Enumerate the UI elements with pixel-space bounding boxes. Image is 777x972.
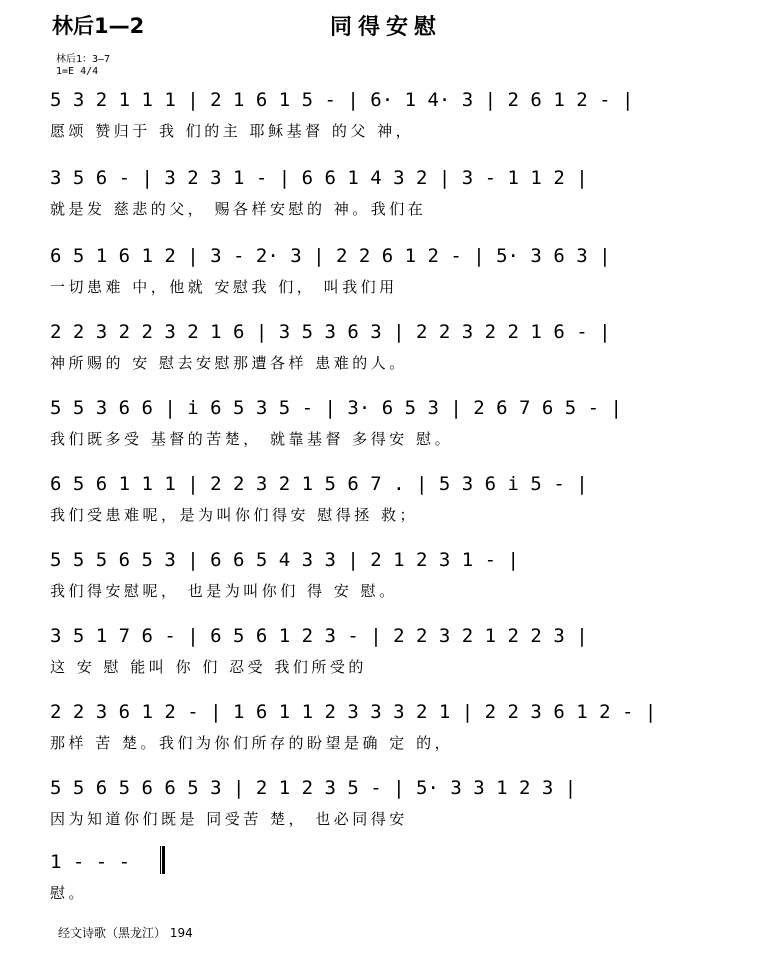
system-5 [50, 396, 750, 462]
music-line: 5 5 3 6 6 | i 6 5 3 5 - | 3· 6 5 3 | 2 6 7 6 5 - | [50, 397, 622, 419]
lyric-line: 一切患难 中，他就 安慰我 们， 叫我们用 [50, 278, 398, 296]
lyric-line: 我们受患难呢，是为叫你们得安 慰得拯 救； [50, 506, 419, 524]
lyric-line: 就是发 慈悲的父， 赐各样安慰的 神。我们在 [50, 200, 427, 218]
system-3 [50, 244, 750, 310]
music-line: 5 3 2 1 1 1 | 2 1 6 1 5 - | 6· 1 4· 3 | 2 6 1 2 - | [50, 89, 634, 111]
lyric-line: 那样 苦 楚。我们为你们所存的盼望是确 定 的， [50, 734, 454, 752]
final-barline [160, 846, 165, 874]
key-signature: 1=E 4/4 [56, 66, 99, 77]
lyric-line: 神所赐的 安 慰去安慰那遭各样 患难的人。 [50, 354, 408, 372]
music-line: 1 - - - [50, 851, 142, 873]
lyric-line: 慰。 [50, 884, 88, 902]
lyric-line: 我们得安慰呢， 也是为叫你们 得 安 慰。 [50, 582, 398, 600]
system-2 [50, 166, 750, 232]
lyric-line: 我们既多受 基督的苦楚， 就靠基督 多得安 慰。 [50, 430, 454, 448]
scripture-reference-heading: 林后1—2 [52, 14, 145, 38]
scripture-range: 林后1：3—7 [56, 54, 111, 65]
system-9 [50, 700, 750, 766]
music-line: 3 5 1 7 6 - | 6 5 6 1 2 3 - | 2 2 3 2 1 2 2 3 | [50, 625, 588, 647]
music-line: 3 5 6 - | 3 2 3 1 - | 6 6 1 4 3 2 | 3 - 1 1 2 | [50, 167, 588, 189]
system-6 [50, 472, 750, 538]
music-line: 5 5 6 5 6 6 5 3 | 2 1 2 3 5 - | 5· 3 3 1 2 3 | [50, 777, 577, 799]
lyric-line: 这 安 慰 能叫 你 们 忍受 我们所受的 [50, 658, 367, 676]
system-7 [50, 548, 750, 614]
music-line: 2 2 3 2 2 3 2 1 6 | 3 5 3 6 3 | 2 2 3 2 2 1 6 - | [50, 321, 611, 343]
system-4 [50, 320, 750, 386]
music-line: 2 2 3 6 1 2 - | 1 6 1 1 2 3 3 3 2 1 | 2 2 3 6 1 2 - | [50, 701, 657, 723]
lyric-line: 因为知道你们既是 同受苦 楚， 也必同得安 [50, 810, 408, 828]
song-title: 同得安慰 [330, 15, 443, 40]
music-line: 5 5 5 6 5 3 | 6 6 5 4 3 3 | 2 1 2 3 1 - | [50, 549, 519, 571]
music-line: 6 5 6 1 1 1 | 2 2 3 2 1 5 6 7 . | 5 3 6 i 5 - | [50, 473, 588, 495]
source-footer: 经文诗歌（黑龙江） 194 [58, 926, 193, 940]
system-10 [50, 776, 750, 842]
lyric-line: 愿颂 赞归于 我 们的主 耶稣基督 的父 神， [50, 122, 415, 140]
music-line: 6 5 1 6 1 2 | 3 - 2· 3 | 2 2 6 1 2 - | 5· 3 6 3 | [50, 245, 611, 267]
system-11 [50, 850, 750, 916]
system-8 [50, 624, 750, 690]
score-meta [56, 54, 110, 78]
system-1 [50, 88, 750, 154]
